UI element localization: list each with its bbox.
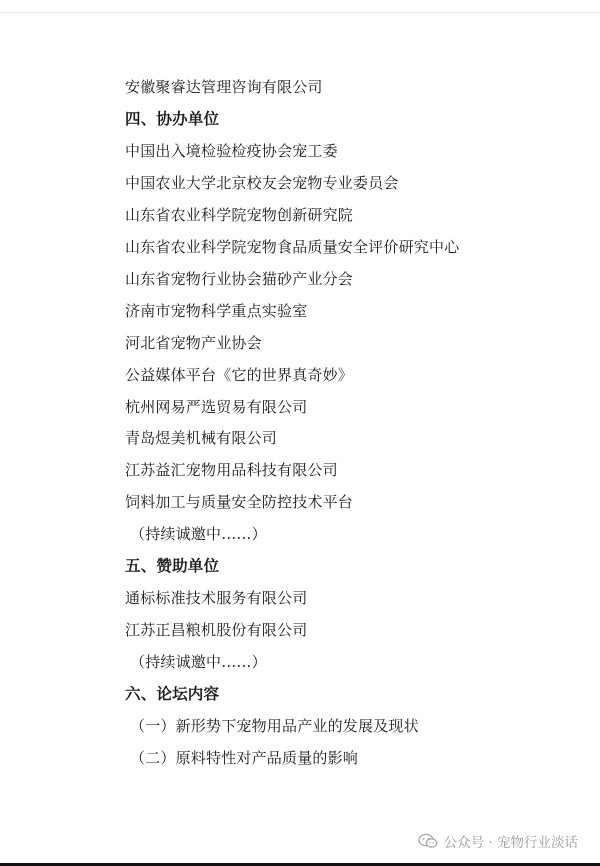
wechat-icon (418, 833, 438, 849)
section-heading-forum-content: 六、论坛内容 (125, 685, 220, 703)
co-organizer-item: 江苏益汇宠物用品科技有限公司 (125, 461, 338, 479)
forum-topic-item: （二）原料特性对产品质量的影响 (130, 749, 359, 767)
co-organizer-item: 青岛煜美机械有限公司 (125, 429, 278, 447)
co-organizer-item: 饲料加工与质量安全防控技术平台 (125, 493, 354, 511)
co-organizer-item: 公益媒体平台《它的世界真奇妙》 (125, 366, 354, 384)
co-organizer-item: 河北省宠物产业协会 (125, 334, 262, 352)
co-organizer-item: 山东省农业科学院宠物创新研究院 (125, 206, 354, 224)
co-organizer-item: 中国出入境检验检疫协会宠工委 (125, 142, 338, 160)
organizer-item: 安徽聚睿达管理咨询有限公司 (125, 78, 323, 96)
top-edge (0, 0, 600, 13)
sponsor-item: 江苏正昌粮机股份有限公司 (125, 621, 308, 639)
sponsor-invite-note: （持续诚邀中……） (130, 653, 267, 671)
watermark-text: 公众号 · 宠物行业淡话 (443, 835, 578, 851)
sponsor-item: 通标标准技术服务有限公司 (125, 589, 308, 607)
co-organizer-invite-note: （持续诚邀中……） (130, 525, 267, 543)
co-organizer-item: 济南市宠物科学重点实验室 (125, 302, 308, 320)
co-organizer-item: 山东省农业科学院宠物食品质量安全评价研究中心 (125, 238, 460, 256)
co-organizer-item: 山东省宠物行业协会猫砂产业分会 (125, 270, 354, 288)
section-heading-co-organizers: 四、协办单位 (125, 110, 220, 128)
wechat-watermark (418, 830, 578, 852)
forum-topic-item: （一）新形势下宠物用品产业的发展及现状 (130, 717, 419, 735)
co-organizer-item: 中国农业大学北京校友会宠物专业委员会 (125, 174, 399, 192)
co-organizer-item: 杭州网易严选贸易有限公司 (125, 398, 308, 416)
section-heading-sponsors: 五、赞助单位 (125, 557, 220, 575)
